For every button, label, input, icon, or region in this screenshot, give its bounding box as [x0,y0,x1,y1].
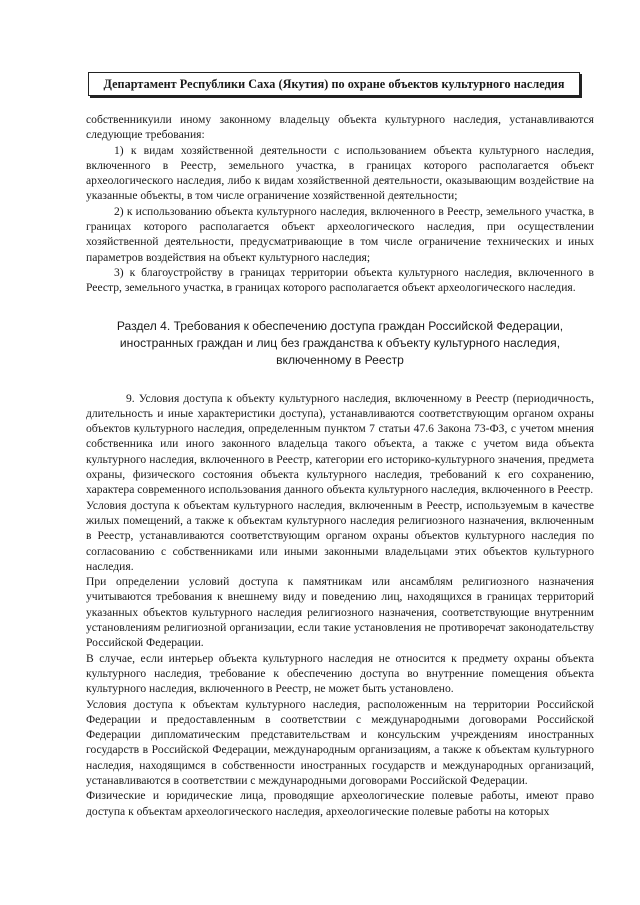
document-body [86,112,594,819]
paragraph-interior: В случае, если интерьер объекта культурного наследия не относится к предмету охраны объекта культурного наследия, требование к обеспечению доступа во внутренние помещения объекта культурного наследия, включенного в Реестр, не может быть установлено. [86,651,594,696]
requirement-1: 1) к видам хозяйственной деятельности с использованием объекта культурного наследия, включенного в Реестр, земельного участка, в границах которого располагается объект археологического наследия, либо к видам хозяйственной деятельности, оказывающим воздействие на указанные объекты, в том числе ограничение хозяйственной деятельности; [86,143,594,203]
section-4-title [86,318,594,369]
department-header [88,72,580,96]
requirement-3: 3) к благоустройству в границах территории объекта культурного наследия, включенного в Реестр, земельного участка, в границах которого располагается объект археологического наследия. [86,265,594,295]
paragraph-archaeological: Физические и юридические лица, проводящие археологические полевые работы, имеют право доступа к объектам археологического наследия, археологические полевые работы на которых [86,789,594,818]
paragraph-9: 9. Условия доступа к объекту культурного наследия, включенному в Реестр (периодичность, длительность и иные характеристики доступа), устанавливаются соответствующим органом охраны объектов культурного наследия, определенным пунктом 7 статьи 47.6 Закона 73-ФЗ, с учетом мнения собственника или иного законного владельца такого объекта, а также с учетом вида объекта культурного наследия, включенного в Реестр, категории его историко-культурного значения, предмета охраны, физического состояния объекта культурного наследия, требований к его сохранению, характера современного использования данного объекта культурного наследия, включенного в Реестр. [86,391,594,497]
section-title-line-1: Раздел 4. Требования к обеспечению доступа граждан Российской Федерации, [116,318,564,333]
section-title-line-3: включенному в Реестр [276,352,404,367]
department-title: Департамент Республики Саха (Якутия) по охране объектов культурного наследия [103,76,565,91]
paragraph-international: Условия доступа к объектам культурного наследия, расположенным на территории Российской Федерации и предоставленным в соответствии с международными договорами Российской Федерации дипломатическим представительствам и консульским учреждениям иностранных государств в Российской Федерации, международным организациям, а также к объектам культурного наследия, находящимся в собственности иностранных государств и международных организаций, устанавливаются в соответствии с международными договорами Российской Федерации. [86,697,594,787]
section-title-line-2: иностранных граждан и лиц без гражданства к объекту культурного наследия, [119,335,561,350]
intro-paragraph: собственникуили иному законному владельцу объекта культурного наследия, устанавливаются следующие требования: [86,113,594,142]
paragraph-religious-access: При определении условий доступа к памятникам или ансамблям религиозного назначения учитываются требования к внешнему виду и поведению лиц, находящихся в границах территорий указанных объектов культурного наследия религиозного назначения, соответствующие внутренним установлениям религиозной организации, если такие установления не противоречат законодательству Российской Федерации. [86,575,594,650]
requirement-2: 2) к использованию объекта культурного наследия, включенного в Реестр, земельного участка, в границах которого располагается объект археологического наследия, при осуществлении хозяйственной деятельности, предусматривающие в том числе ограничение технических и иных параметров воздействия на объект культурного наследия; [86,204,594,264]
paragraph-residential-access: Условия доступа к объектам культурного наследия, включенным в Реестр, используемым в качестве жилых помещений, а также к объектам культурного наследия религиозного назначения, включенным в Реестр, устанавливаются соответствующим органом охраны объектов культурного наследия по согласованию с собственниками или иными законными владельцами этих объектов культурного наследия. [86,498,594,573]
